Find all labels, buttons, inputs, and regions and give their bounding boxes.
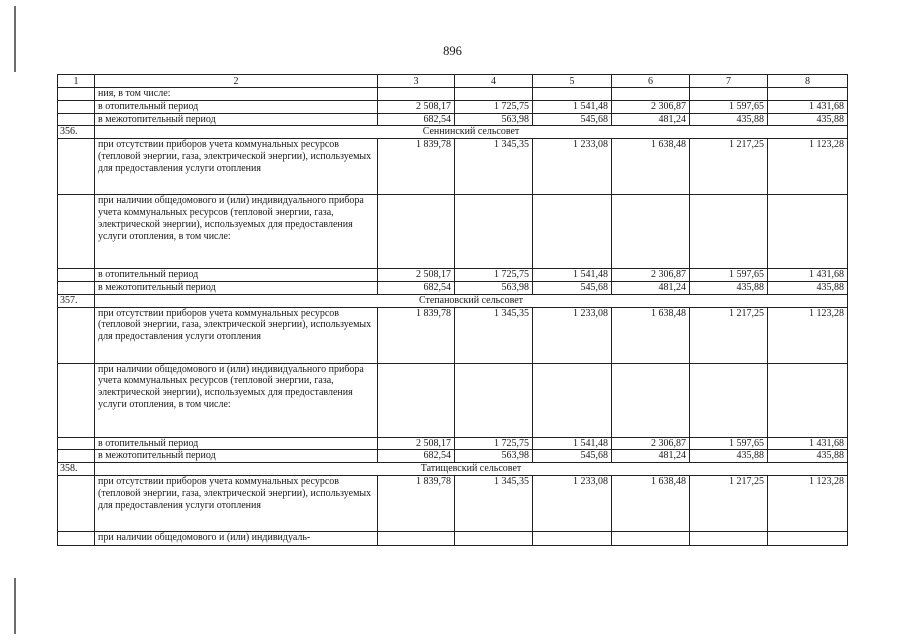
row-description: в отопительный период [95,100,378,113]
row-description: при наличии общедомового и (или) индивидуального прибора учета коммунальных ресурсов (тепловой энергии, газа, электрической энергии), используемых для предоставления услуги отопления, в том числе: [95,195,378,269]
tariff-value: 1 597,65 [690,437,768,450]
tariff-value: 435,88 [768,450,848,463]
column-header: 3 [378,75,455,88]
tariff-value [455,195,533,269]
tariff-value: 545,68 [533,281,612,294]
column-header: 7 [690,75,768,88]
tariff-value: 1 233,08 [533,475,612,531]
tariff-value: 2 508,17 [378,269,455,282]
row-number-cell [58,195,95,269]
tariff-value [455,531,533,545]
tariff-value: 1 597,65 [690,100,768,113]
tariff-value [768,531,848,545]
row-number-cell [58,450,95,463]
row-description: в межотопительный период [95,113,378,126]
tariff-value: 1 431,68 [768,269,848,282]
section-number: 356. [58,126,95,139]
tariff-value [612,88,690,101]
table-row [58,437,848,450]
row-description: в отопительный период [95,437,378,450]
tariff-value: 1 123,28 [768,139,848,195]
row-description: при отсутствии приборов учета коммунальных ресурсов (тепловой энергии, газа, электрической энергии), используемых для предоставления услуги отопления [95,475,378,531]
column-header: 2 [95,75,378,88]
tariff-table [57,74,848,546]
tariff-value: 1 217,25 [690,307,768,363]
section-number: 358. [58,463,95,476]
tariff-value: 545,68 [533,450,612,463]
tariff-value [768,195,848,269]
section-row [58,294,848,307]
row-description: в межотопительный период [95,281,378,294]
section-title: Татищевский сельсовет [95,463,848,476]
row-number-cell [58,531,95,545]
row-number-cell [58,307,95,363]
tariff-value: 1 345,35 [455,307,533,363]
tariff-value: 563,98 [455,113,533,126]
tariff-value [690,531,768,545]
tariff-value: 2 508,17 [378,437,455,450]
row-number-cell [58,281,95,294]
tariff-value: 1 541,48 [533,437,612,450]
table-row [58,307,848,363]
row-description: в отопительный период [95,269,378,282]
scan-edge-mark-bottom [14,578,16,634]
tariff-value: 435,88 [768,281,848,294]
tariff-value [612,363,690,437]
tariff-value [455,363,533,437]
tariff-value [455,88,533,101]
tariff-value: 545,68 [533,113,612,126]
table-row-description [58,531,848,545]
tariff-value: 1 123,28 [768,475,848,531]
tariff-value: 1 217,25 [690,139,768,195]
tariff-value: 2 306,87 [612,269,690,282]
tariff-value [690,88,768,101]
row-number-cell [58,437,95,450]
tariff-value: 1 541,48 [533,269,612,282]
tariff-value [768,88,848,101]
tariff-value: 481,24 [612,450,690,463]
section-row [58,126,848,139]
tariff-value [533,88,612,101]
tariff-value [378,195,455,269]
tariff-value: 682,54 [378,281,455,294]
table-row [58,475,848,531]
table-row-description [58,88,848,101]
tariff-value [533,195,612,269]
table-row [58,100,848,113]
tariff-value: 682,54 [378,113,455,126]
tariff-value: 1 233,08 [533,307,612,363]
row-description: при наличии общедомового и (или) индивидуального прибора учета коммунальных ресурсов (тепловой энергии, газа, электрической энергии), используемых для предоставления услуги отопления, в том числе: [95,363,378,437]
tariff-value: 1 725,75 [455,100,533,113]
section-number: 357. [58,294,95,307]
tariff-value: 563,98 [455,281,533,294]
tariff-value: 1 217,25 [690,475,768,531]
column-header: 1 [58,75,95,88]
tariff-value: 1 839,78 [378,139,455,195]
tariff-value: 563,98 [455,450,533,463]
tariff-value [378,88,455,101]
row-number-cell [58,88,95,101]
tariff-value: 2 306,87 [612,437,690,450]
scan-edge-mark-top [14,6,16,72]
row-description: при отсутствии приборов учета коммунальных ресурсов (тепловой энергии, газа, электрической энергии), используемых для предоставления услуги отопления [95,307,378,363]
tariff-value: 1 345,35 [455,139,533,195]
table-row-description [58,363,848,437]
row-number-cell [58,363,95,437]
tariff-value [768,363,848,437]
tariff-value: 435,88 [768,113,848,126]
table-row [58,281,848,294]
table-row [58,450,848,463]
tariff-value: 2 306,87 [612,100,690,113]
tariff-value [378,363,455,437]
tariff-value: 682,54 [378,450,455,463]
column-header: 4 [455,75,533,88]
tariff-value: 1 839,78 [378,475,455,531]
tariff-value: 1 431,68 [768,437,848,450]
tariff-value [612,531,690,545]
column-header: 8 [768,75,848,88]
row-number-cell [58,100,95,113]
tariff-value: 481,24 [612,281,690,294]
tariff-value: 1 431,68 [768,100,848,113]
tariff-value: 1 597,65 [690,269,768,282]
tariff-value: 2 508,17 [378,100,455,113]
row-number-cell [58,475,95,531]
tariff-value: 1 638,48 [612,307,690,363]
tariff-value: 435,88 [690,281,768,294]
section-row [58,463,848,476]
tariff-value: 1 725,75 [455,269,533,282]
row-description: ния, в том числе: [95,88,378,101]
section-title: Степановский сельсовет [95,294,848,307]
row-number-cell [58,139,95,195]
tariff-value [533,363,612,437]
section-title: Сеннинский сельсовет [95,126,848,139]
tariff-value: 435,88 [690,450,768,463]
table-row [58,269,848,282]
tariff-value [690,195,768,269]
row-description: при наличии общедомового и (или) индивидуаль- [95,531,378,545]
tariff-value: 1 638,48 [612,139,690,195]
tariff-value: 1 233,08 [533,139,612,195]
tariff-value: 1 123,28 [768,307,848,363]
table-row [58,113,848,126]
column-header: 5 [533,75,612,88]
tariff-value [378,531,455,545]
tariff-value: 1 725,75 [455,437,533,450]
row-description: при отсутствии приборов учета коммунальных ресурсов (тепловой энергии, газа, электрической энергии), используемых для предоставления услуги отопления [95,139,378,195]
tariff-value: 1 638,48 [612,475,690,531]
tariff-value [612,195,690,269]
tariff-value [690,363,768,437]
tariff-value: 1 839,78 [378,307,455,363]
column-number-header-row [58,75,848,88]
tariff-value: 481,24 [612,113,690,126]
table-row-description [58,195,848,269]
tariff-value [533,531,612,545]
table-row [58,139,848,195]
row-number-cell [58,269,95,282]
tariff-value: 1 541,48 [533,100,612,113]
page-number: 896 [443,44,462,58]
row-number-cell [58,113,95,126]
row-description: в межотопительный период [95,450,378,463]
tariff-value: 435,88 [690,113,768,126]
tariff-value: 1 345,35 [455,475,533,531]
column-header: 6 [612,75,690,88]
